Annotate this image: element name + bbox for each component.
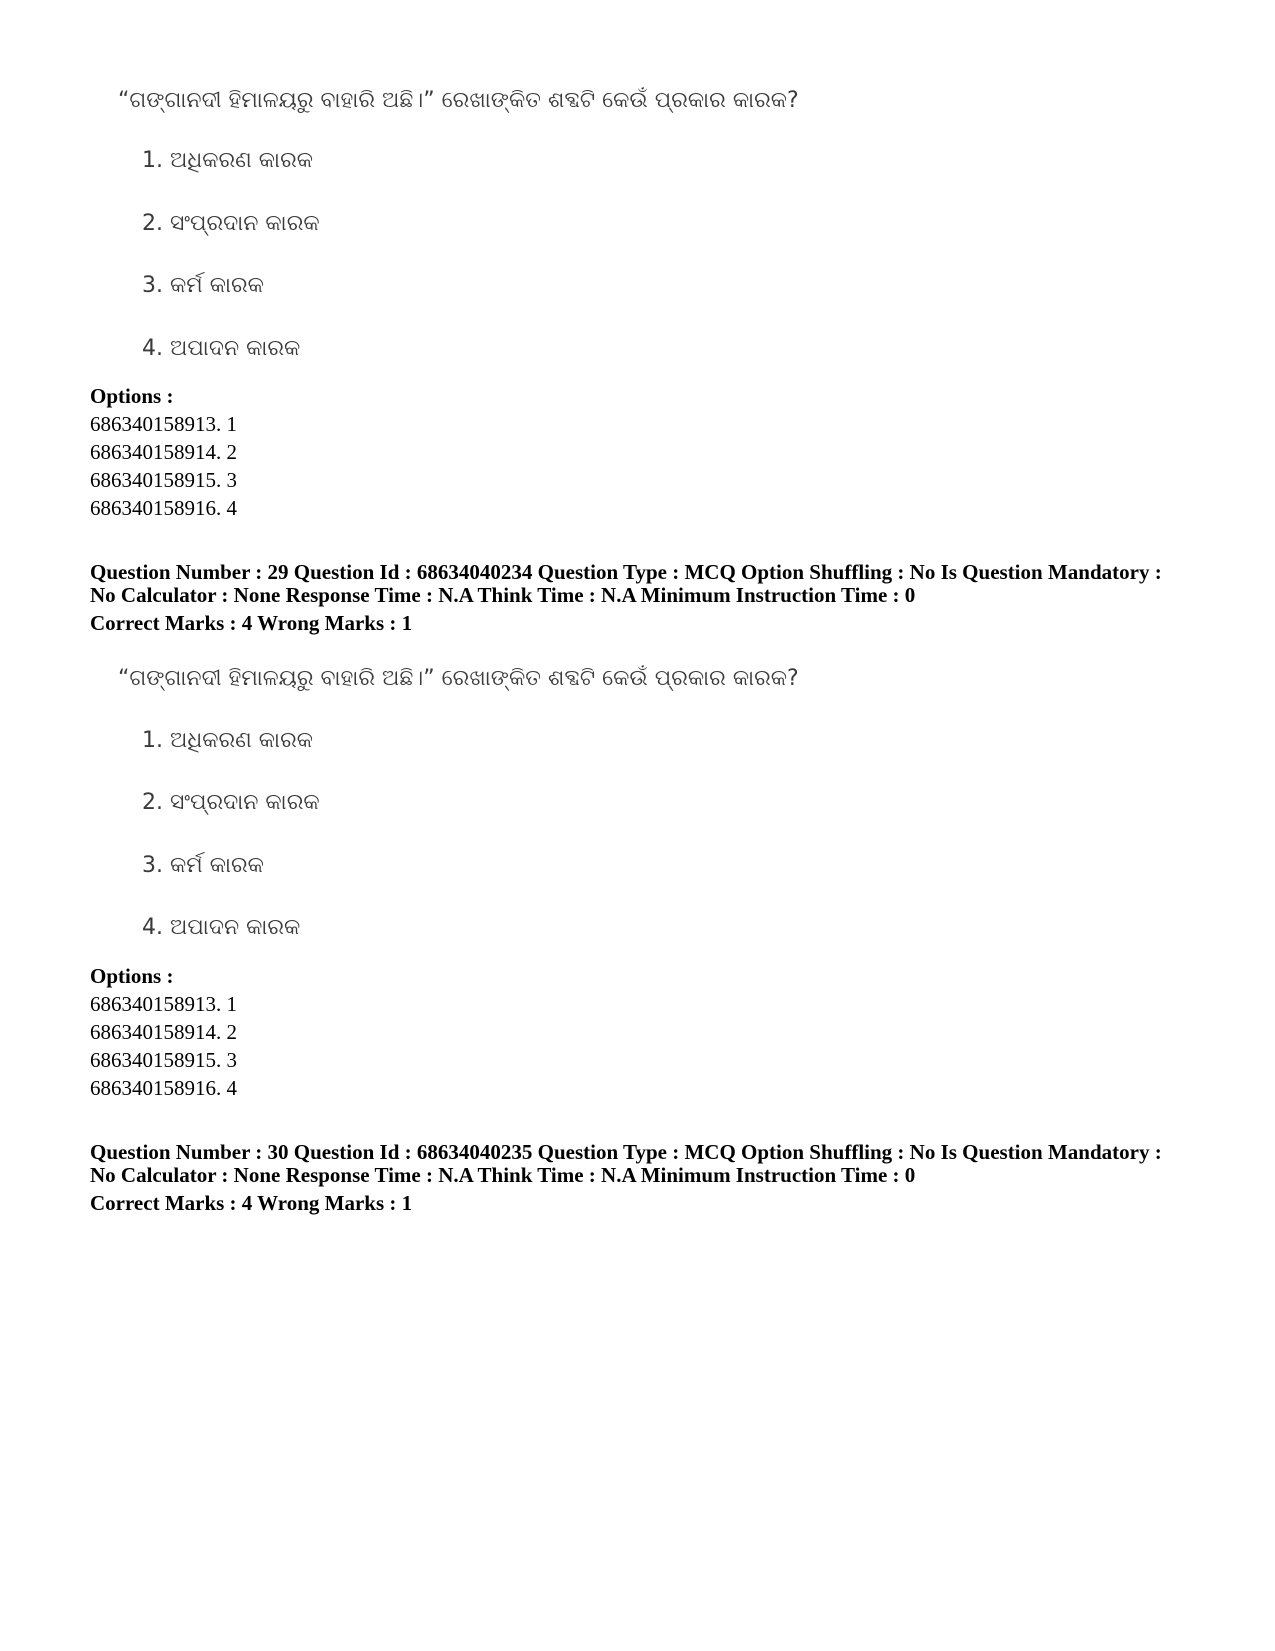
- question-marks-line: Correct Marks : 4 Wrong Marks : 1: [90, 1191, 413, 1215]
- question-choice: 3. କର୍ମ କାରକ: [142, 853, 264, 878]
- option-line: 686340158914. 2: [90, 1020, 237, 1044]
- option-line: 686340158913. 1: [90, 992, 237, 1016]
- option-line: 686340158915. 3: [90, 468, 237, 492]
- option-line: 686340158913. 1: [90, 412, 237, 436]
- question-image-q29: [0, 666, 1275, 956]
- question-choice: 1. ଅଧିକରଣ କାରକ: [142, 148, 314, 173]
- question-meta-line: Question Number : 29 Question Id : 68634040234 Question Type : MCQ Option Shuffling : No Is Question Mandatory :: [90, 560, 1162, 584]
- option-line: 686340158916. 4: [90, 496, 237, 520]
- question-meta-line: Question Number : 30 Question Id : 68634040235 Question Type : MCQ Option Shuffling : No Is Question Mandatory :: [90, 1140, 1162, 1164]
- question-image-q28: [0, 88, 1275, 378]
- question-marks-line: Correct Marks : 4 Wrong Marks : 1: [90, 611, 413, 635]
- question-choice: 4. ଅପାଦନ କାରକ: [142, 915, 301, 940]
- question-meta-line: No Calculator : None Response Time : N.A Think Time : N.A Minimum Instruction Time : 0: [90, 583, 916, 607]
- question-choice: 1. ଅଧିକରଣ କାରକ: [142, 728, 314, 753]
- question-stem: “ଗଙ୍ଗାନଦୀ ହିମାଳୟରୁ ବାହାରି ଅଛି।” ରେଖାଙ୍କିତ ଶବ୍ଦଟି କେଉଁ ପ୍ରକାର କାରକ?: [118, 666, 799, 691]
- options-label: Options :: [90, 964, 174, 988]
- option-line: 686340158914. 2: [90, 440, 237, 464]
- question-meta-line: No Calculator : None Response Time : N.A Think Time : N.A Minimum Instruction Time : 0: [90, 1163, 916, 1187]
- question-choice: 3. କର୍ମ କାରକ: [142, 273, 264, 298]
- option-line: 686340158916. 4: [90, 1076, 237, 1100]
- question-choice: 4. ଅପାଦନ କାରକ: [142, 336, 301, 361]
- question-stem: “ଗଙ୍ଗାନଦୀ ହିମାଳୟରୁ ବାହାରି ଅଛି।” ରେଖାଙ୍କିତ ଶବ୍ଦଟି କେଉଁ ପ୍ରକାର କାରକ?: [118, 88, 799, 113]
- option-line: 686340158915. 3: [90, 1048, 237, 1072]
- question-choice: 2. ସଂପ୍ରଦାନ କାରକ: [142, 790, 320, 815]
- options-label: Options :: [90, 384, 174, 408]
- question-choice: 2. ସଂପ୍ରଦାନ କାରକ: [142, 211, 320, 236]
